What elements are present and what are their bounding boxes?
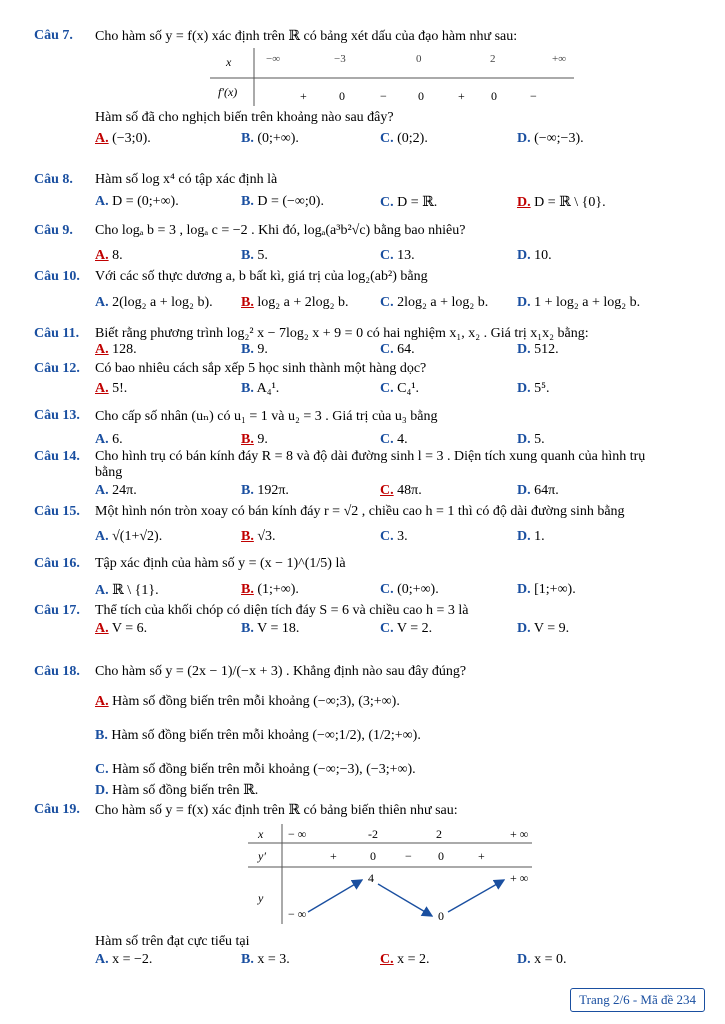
table-sign: +	[300, 89, 307, 103]
option-a[interactable]: A. 8.	[95, 248, 123, 263]
option-c[interactable]: C. 13.	[380, 248, 415, 263]
question-followup: Hàm số trên đạt cực tiểu tại	[95, 934, 250, 949]
question-text: Cho hàm số y = f(x) xác định trên ℝ có bảng xét dấu của đạo hàm như sau:	[95, 29, 518, 44]
question-number: Câu 13.	[34, 408, 80, 423]
question-12	[34, 361, 705, 401]
question-11	[34, 326, 705, 360]
table-sign: +	[478, 849, 485, 863]
question-number: Câu 18.	[34, 664, 80, 679]
options-row	[95, 381, 705, 399]
table-fp-label: f′(x)	[218, 85, 238, 99]
option-a[interactable]: A. √(1+√2).	[95, 529, 163, 544]
options-row	[95, 952, 705, 970]
option-c[interactable]: C. D = ℝ.	[380, 195, 438, 210]
option-a[interactable]: A. 128.	[95, 342, 137, 357]
option-a[interactable]: A. x = −2.	[95, 952, 153, 967]
question-19	[34, 802, 705, 974]
option-c[interactable]: C. Hàm số đồng biến trên mỗi khoảng (−∞;−3), (−3;+∞).	[95, 762, 416, 777]
table-sign: +	[330, 849, 337, 863]
option-c[interactable]: C. 4.	[380, 432, 408, 447]
question-followup: Hàm số đã cho nghịch biến trên khoảng nào sau đây?	[95, 110, 394, 125]
options-row	[95, 529, 705, 547]
question-8	[34, 172, 705, 216]
option-b[interactable]: B. 9.	[241, 342, 268, 357]
table-y-value: 0	[438, 909, 444, 923]
option-c[interactable]: C. x = 2.	[380, 952, 430, 967]
option-d[interactable]: D. V = 9.	[517, 621, 570, 636]
table-x-value: -2	[368, 827, 378, 841]
question-number: Câu 8.	[34, 172, 73, 187]
option-c[interactable]: C. C₄¹.	[380, 381, 420, 396]
table-sign: 0	[339, 89, 345, 103]
question-number: Câu 12.	[34, 361, 80, 376]
arrow-down	[378, 884, 432, 916]
option-b[interactable]: B. log₂ a + 2log₂ b.	[241, 295, 349, 310]
option-b[interactable]: B. 192π.	[241, 483, 289, 498]
options-row	[95, 432, 705, 450]
table-sign: +	[458, 89, 465, 103]
table-y-label: y	[258, 891, 264, 905]
question-text: Cho logₐ b = 3 , logₐ c = −2 . Khi đó, logₐ(a³b²√c) bằng bao nhiêu?	[95, 223, 466, 238]
question-10	[34, 269, 705, 313]
table-x-label: x	[258, 827, 264, 841]
option-a[interactable]: A. V = 6.	[95, 621, 148, 636]
question-number: Câu 11.	[34, 326, 80, 341]
sign-table	[210, 46, 574, 108]
options-row	[95, 248, 705, 266]
question-number: Câu 19.	[34, 802, 80, 817]
table-x-value: − ∞	[288, 827, 307, 841]
table-y-value: + ∞	[510, 871, 529, 885]
question-17	[34, 603, 705, 639]
options-row	[95, 483, 705, 501]
option-d[interactable]: D. 1 + log₂ a + log₂ b.	[517, 295, 641, 310]
question-number: Câu 17.	[34, 603, 80, 618]
option-b[interactable]: B. (0;+∞).	[241, 131, 299, 146]
option-c[interactable]: C. (0;2).	[380, 131, 428, 146]
option-d[interactable]: D. [1;+∞).	[517, 582, 576, 597]
option-b[interactable]: B. √3.	[241, 529, 276, 544]
option-c[interactable]: C. V = 2.	[380, 621, 433, 636]
question-text: Với các số thực dương a, b bất kì, giá trị của log₂(ab²) bằng	[95, 269, 428, 284]
option-b[interactable]: B. 9.	[241, 432, 268, 447]
question-text: Một hình nón tròn xoay có bán kính đáy r = √2 , chiều cao h = 1 thì có độ dài đường sinh bằng	[95, 504, 625, 519]
option-a[interactable]: A. 5!.	[95, 381, 128, 396]
question-text: Biết rằng phương trình log₂² x − 7log₂ x + 9 = 0 có hai nghiệm x₁, x₂ . Giá trị x₁x₂ bằng:	[95, 326, 589, 341]
question-number: Câu 10.	[34, 269, 80, 284]
option-a[interactable]: A. D = (0;+∞).	[95, 194, 179, 209]
table-x-value: 0	[416, 53, 422, 65]
table-x-value: −∞	[266, 53, 281, 65]
option-d[interactable]: D. 1.	[517, 529, 545, 544]
option-a[interactable]: A. (−3;0).	[95, 131, 151, 146]
option-a[interactable]: A. Hàm số đồng biến trên mỗi khoảng (−∞;3), (3;+∞).	[95, 694, 400, 709]
table-sign: 0	[418, 89, 424, 103]
question-text: Cho hàm số y = (2x − 1)/(−x + 3) . Khẳng định nào sau đây đúng?	[95, 664, 467, 679]
question-7	[34, 28, 705, 158]
table-sign: −	[405, 849, 412, 863]
option-d[interactable]: D. 10.	[517, 248, 552, 263]
option-c[interactable]: C. 3.	[380, 529, 408, 544]
question-text: Cho cấp số nhân (uₙ) có u₁ = 1 và u₂ = 3 . Giá trị của u₃ bằng	[95, 409, 438, 424]
option-a[interactable]: A. 6.	[95, 432, 123, 447]
options-row	[95, 582, 705, 600]
table-x-value: 2	[490, 53, 496, 65]
option-b[interactable]: B. V = 18.	[241, 621, 300, 636]
question-number: Câu 9.	[34, 223, 73, 238]
question-text: Tập xác định của hàm số y = (x − 1)^(1/5) là	[95, 556, 346, 571]
table-y-value: 4	[368, 871, 374, 885]
option-a[interactable]: A. 2(log₂ a + log₂ b).	[95, 295, 213, 310]
question-18	[34, 664, 705, 799]
options-row	[95, 295, 705, 313]
table-x-value: 2	[436, 827, 442, 841]
table-x-label: x	[226, 55, 232, 69]
option-a[interactable]: A. 24π.	[95, 483, 137, 498]
table-sign: 0	[438, 849, 444, 863]
page-footer: Trang 2/6 - Mã đề 234	[570, 988, 705, 1012]
option-d[interactable]: D. (−∞;−3).	[517, 131, 584, 146]
option-b[interactable]: B. 5.	[241, 248, 268, 263]
option-d[interactable]: D. 5.	[517, 432, 545, 447]
question-text-continued: bằng	[95, 465, 123, 480]
table-x-value: +∞	[552, 53, 567, 65]
table-sign: −	[380, 89, 387, 103]
option-a[interactable]: A. ℝ \ {1}.	[95, 583, 159, 598]
option-b[interactable]: B. x = 3.	[241, 952, 290, 967]
option-b[interactable]: B. D = (−∞;0).	[241, 194, 324, 209]
options-row	[95, 342, 705, 360]
question-15	[34, 504, 705, 546]
table-x-value: + ∞	[510, 827, 529, 841]
question-text: Hàm số log x⁴ có tập xác định là	[95, 172, 278, 187]
question-number: Câu 7.	[34, 28, 73, 43]
question-text: Thể tích của khối chóp có diện tích đáy S = 6 và chiều cao h = 3 là	[95, 603, 469, 618]
question-text: Cho hàm số y = f(x) xác định trên ℝ có bảng biến thiên như sau:	[95, 803, 458, 818]
question-text: Cho hình trụ có bán kính đáy R = 8 và độ dài đường sinh l = 3 . Diện tích xung quanh của hình trụ	[95, 449, 646, 464]
option-c[interactable]: C. 2log₂ a + log₂ b.	[380, 295, 489, 310]
option-d[interactable]: D. 512.	[517, 342, 559, 357]
table-y-value: − ∞	[288, 907, 307, 921]
option-b[interactable]: B. Hàm số đồng biến trên mỗi khoảng (−∞;1/2), (1/2;+∞).	[95, 728, 421, 743]
question-14	[34, 449, 705, 501]
option-b[interactable]: B. (1;+∞).	[241, 582, 299, 597]
option-b[interactable]: B. A₄¹.	[241, 381, 280, 396]
question-number: Câu 14.	[34, 449, 80, 464]
question-13	[34, 408, 705, 450]
options-row	[95, 194, 705, 212]
variation-table	[248, 822, 538, 926]
question-number: Câu 15.	[34, 504, 80, 519]
table-x-value: −3	[334, 53, 346, 65]
question-number: Câu 16.	[34, 556, 80, 571]
table-sign: −	[530, 89, 537, 103]
option-d[interactable]: D. Hàm số đồng biến trên ℝ.	[95, 783, 259, 798]
arrow-up	[308, 880, 362, 912]
option-c[interactable]: C. 48π.	[380, 483, 422, 498]
question-text: Có bao nhiêu cách sắp xếp 5 học sinh thành một hàng dọc?	[95, 361, 427, 376]
option-d[interactable]: D. D = ℝ \ {0}.	[517, 195, 606, 210]
options-row	[95, 621, 705, 639]
table-yp-label: y′	[258, 849, 266, 863]
question-16	[34, 556, 705, 602]
table-sign: 0	[370, 849, 376, 863]
table-sign: 0	[491, 89, 497, 103]
option-d[interactable]: D. x = 0.	[517, 952, 567, 967]
options-row	[95, 131, 705, 149]
option-d[interactable]: D. 5⁵.	[517, 381, 550, 396]
question-9	[34, 223, 705, 267]
option-c[interactable]: C. (0;+∞).	[380, 582, 439, 597]
option-d[interactable]: D. 64π.	[517, 483, 559, 498]
arrow-up	[448, 880, 504, 912]
option-c[interactable]: C. 64.	[380, 342, 415, 357]
